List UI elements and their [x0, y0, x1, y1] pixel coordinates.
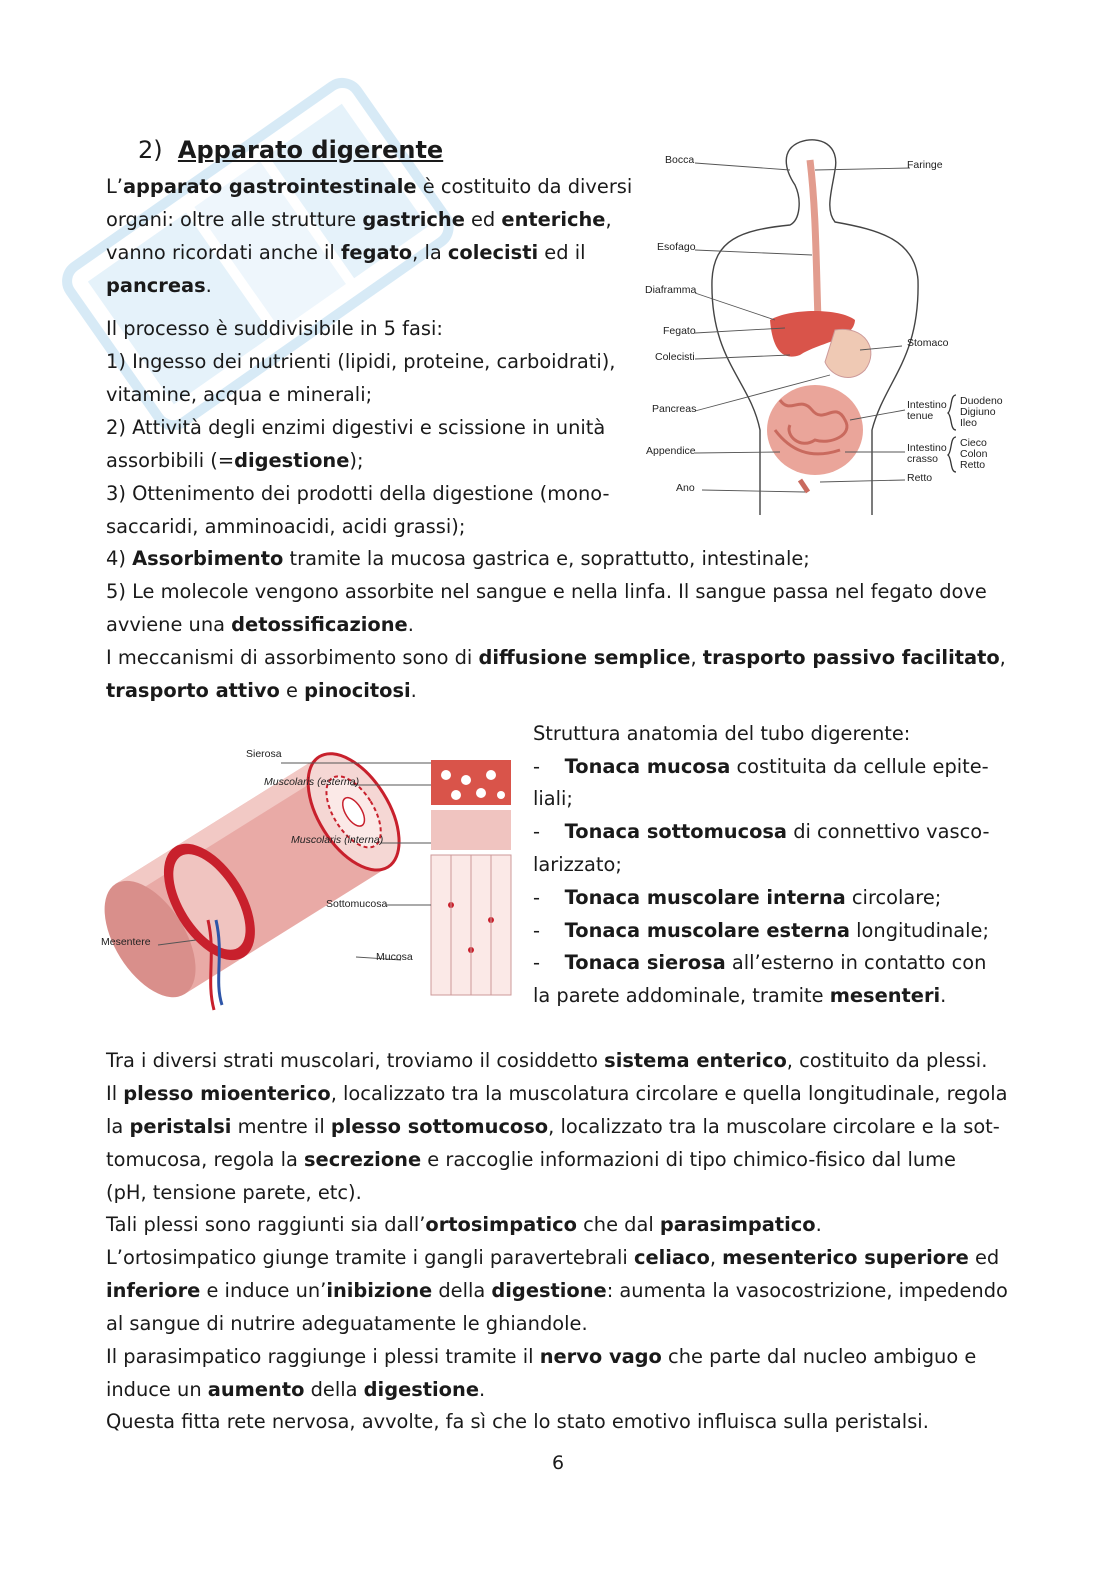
label-intestino-crasso: Intestino — [907, 442, 947, 454]
enteric-line: Tali plessi sono raggiunti sia dall’ortosimpatico che dal parasimpatico. — [106, 1213, 822, 1236]
structure-item: larizzato; — [533, 853, 622, 876]
label-appendice: Appendice — [646, 445, 696, 457]
phase-line: assorbibili (=digestione); — [106, 449, 364, 472]
intro-line: vanno ricordati anche il fegato, la colecisti ed il — [106, 241, 586, 264]
enteric-line: (pH, tensione parete, etc). — [106, 1181, 362, 1204]
phases-intro: Il processo è suddivisibile in 5 fasi: — [106, 317, 443, 340]
label-fegato: Fegato — [663, 325, 696, 337]
enteric-line: tomucosa, regola la secrezione e raccoglie informazioni di tipo chimico-fisico dal lume — [106, 1148, 956, 1171]
page-number: 6 — [551, 1452, 565, 1474]
label-intestino-tenue: Intestino — [907, 399, 947, 411]
enteric-line: Il plesso mioenterico, localizzato tra la muscolatura circolare e quella longitudinale, regola — [106, 1082, 1008, 1105]
digestive-tube-figure — [96, 735, 516, 1020]
intro-line: L’apparato gastrointestinale è costituito da diversi — [106, 175, 633, 198]
label-muscolaris-interna: Muscolaris (interna) — [291, 834, 384, 846]
structure-item: - Tonaca muscolare interna circolare; — [533, 886, 942, 909]
label-sierosa: Sierosa — [246, 748, 282, 760]
label-colon: Colon — [960, 448, 988, 460]
label-digiuno: Digiuno — [960, 406, 996, 418]
phase-line: 4) Assorbimento tramite la mucosa gastrica e, soprattutto, intestinale; — [106, 547, 810, 570]
enteric-line: al sangue di nutrire adeguatamente le ghiandole. — [106, 1312, 588, 1335]
enteric-line: Il parasimpatico raggiunge i plessi tramite il nervo vago che parte dal nucleo ambiguo e — [106, 1345, 977, 1368]
label-mucosa: Mucosa — [376, 951, 413, 963]
structure-item: - Tonaca mucosa costituita da cellule epite- — [533, 755, 989, 778]
enteric-line: Questa fitta rete nervosa, avvolte, fa sì che lo stato emotivo influisca sulla peristalsi. — [106, 1410, 929, 1433]
structure-item: liali; — [533, 787, 573, 810]
enteric-line: la peristalsi mentre il plesso sottomucoso, localizzato tra la muscolare circolare e la sot- — [106, 1115, 1000, 1138]
label-pancreas: Pancreas — [652, 403, 697, 415]
intro-line: organi: oltre alle strutture gastriche ed enteriche, — [106, 208, 612, 231]
phase-line: avviene una detossificazione. — [106, 613, 414, 636]
label-muscolaris-esterna: Muscolaris (esterna) — [264, 776, 360, 788]
structure-title: Struttura anatomia del tubo digerente: — [533, 722, 911, 745]
structure-item: - Tonaca sottomucosa di connettivo vasco- — [533, 820, 990, 843]
label-faringe: Faringe — [907, 159, 943, 171]
label-stomaco: Stomaco — [907, 337, 949, 349]
structure-item: - Tonaca sierosa all’esterno in contatto con — [533, 951, 987, 974]
phase-line: 2) Attività degli enzimi digestivi e scissione in unità — [106, 416, 606, 439]
mechanisms-line: I meccanismi di assorbimento sono di diffusione semplice, trasporto passivo facilitato, — [106, 646, 1006, 669]
label-sottomucosa: Sottomucosa — [326, 898, 388, 910]
label-mesentere: Mesentere — [101, 936, 151, 948]
phase-line: vitamine, acqua e minerali; — [106, 383, 373, 406]
label-colecisti: Colecisti — [655, 351, 695, 363]
mechanisms-line: trasporto attivo e pinocitosi. — [106, 679, 417, 702]
label-bocca: Bocca — [665, 154, 695, 166]
enteric-line: inferiore e induce un’inibizione della digestione: aumenta la vasocostrizione, impedendo — [106, 1279, 1008, 1302]
label-crasso: crasso — [907, 453, 938, 465]
intro-line: pancreas. — [106, 274, 212, 297]
digestive-system-figure — [640, 130, 1010, 522]
label-ano: Ano — [676, 482, 695, 494]
label-cieco: Cieco — [960, 437, 987, 449]
label-duodeno: Duodeno — [960, 395, 1003, 407]
brace — [948, 437, 956, 472]
label-tenue: tenue — [907, 410, 934, 422]
section-heading — [138, 136, 443, 164]
structure-item: la parete addominale, tramite mesenteri. — [533, 984, 947, 1007]
phase-line: 3) Ottenimento dei prodotti della digestione (mono- — [106, 482, 610, 505]
intestine-shape — [767, 385, 863, 475]
brace — [948, 395, 956, 430]
heading-title: Apparato digerente — [177, 136, 444, 164]
enteric-line: Tra i diversi strati muscolari, troviamo il cosiddetto sistema enterico, costituito da plessi. — [106, 1049, 988, 1072]
structure-item: - Tonaca muscolare esterna longitudinale; — [533, 919, 989, 942]
phase-line: 1) Ingesso dei nutrienti (lipidi, proteine, carboidrati), — [106, 350, 616, 373]
label-retto: Retto — [907, 472, 933, 484]
villi-block — [431, 760, 511, 995]
label-esofago: Esofago — [657, 241, 696, 253]
heading-number: 2) — [138, 136, 163, 164]
label-ileo: Ileo — [960, 417, 977, 429]
esophagus-shape — [810, 160, 818, 320]
tube-body — [96, 738, 418, 1013]
enteric-line: induce un aumento della digestione. — [106, 1378, 486, 1401]
phase-line: saccaridi, amminoacidi, acidi grassi); — [106, 515, 466, 538]
label-retto-sub: Retto — [960, 459, 986, 471]
label-diaframma: Diaframma — [645, 284, 697, 296]
phase-line: 5) Le molecole vengono assorbite nel sangue e nella linfa. Il sangue passa nel fegato dove — [106, 580, 987, 603]
enteric-line: L’ortosimpatico giunge tramite i gangli paravertebrali celiaco, mesenterico superiore ed — [106, 1246, 1000, 1269]
